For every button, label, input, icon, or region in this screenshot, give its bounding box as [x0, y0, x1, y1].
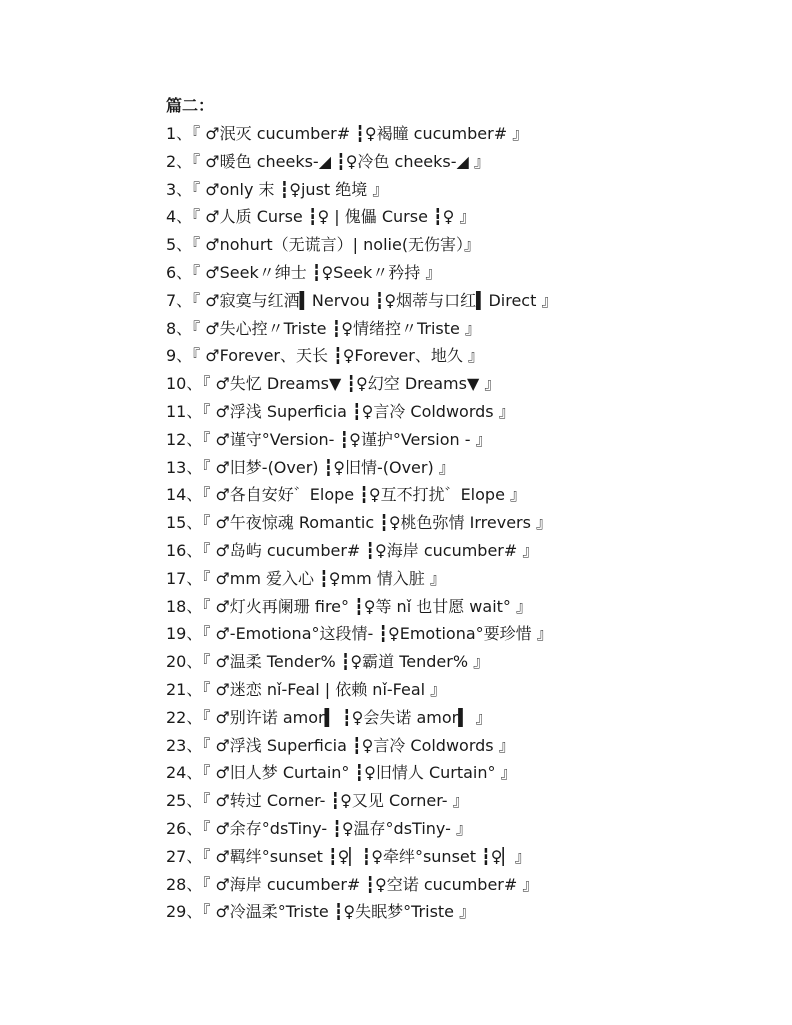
list-item: 19、『 ♂-Emotiona°这段情- ┇♀Emotiona°要珍惜 』	[166, 624, 553, 644]
list-item: 5、『 ♂nohurt（无谎言）| nolie(无伤害）』	[166, 235, 481, 255]
list-item: 10、『 ♂失忆 Dreams▼ ┇♀幻空 Dreams▼ 』	[166, 374, 501, 394]
list-item: 24、『 ♂旧人梦 Curtain° ┇♀旧情人 Curtain° 』	[166, 763, 517, 783]
entry-list	[166, 120, 766, 926]
list-item: 15、『 ♂午夜惊魂 Romantic ┇♀桃色弥情 Irrevers 』	[166, 513, 553, 533]
list-item: 2、『 ♂暖色 cheeks-◢ ┇♀冷色 cheeks-◢ 』	[166, 151, 490, 171]
list-item: 1、『 ♂泯灭 cucumber# ┇♀褐瞳 cucumber# 』	[166, 124, 529, 143]
section-heading: 篇二：	[166, 96, 215, 115]
list-item: 26、『 ♂余存°dsTiny- ┇♀温存°dsTiny- 』	[166, 818, 472, 838]
list-item: 7、『 ♂寂寞与红酒▍Nervou ┇♀烟蒂与口红▍Direct 』	[166, 290, 558, 310]
list-item: 11、『 ♂浮浅 Superficia ┇♀言冷 Coldwords 』	[166, 401, 515, 421]
list-item: 14、『 ♂各自安好゛Elope ┇♀互不打扰゛Elope 』	[166, 485, 527, 505]
list-item: 3、『 ♂only 末 ┇♀just 绝境 』	[166, 179, 389, 199]
list-item: 25、『 ♂转过 Corner- ┇♀又见 Corner- 』	[166, 791, 469, 811]
list-item: 28、『 ♂海岸 cucumber# ┇♀空诺 cucumber# 』	[166, 874, 539, 894]
list-item: 13、『 ♂旧梦-(Over) ┇♀旧情-(Over) 』	[166, 457, 455, 477]
list-item: 16、『 ♂岛屿 cucumber# ┇♀海岸 cucumber# 』	[166, 540, 539, 560]
list-item: 21、『 ♂迷恋 nǐ-Feal | 依赖 nǐ-Feal 』	[166, 679, 447, 699]
list-item: 20、『 ♂温柔 Tender% ┇♀霸道 Tender% 』	[166, 652, 490, 672]
list-item: 29、『 ♂冷温柔°Triste ┇♀失眠梦°Triste 』	[166, 902, 476, 922]
list-item: 12、『 ♂谨守°Version- ┇♀谨护°Version - 』	[166, 429, 492, 449]
list-item: 23、『 ♂浮浅 Superficia ┇♀言冷 Coldwords 』	[166, 735, 515, 755]
list-item: 27、『 ♂羁绊°sunset ┇♀▏┇♀牵绊°sunset ┇♀▏』	[166, 846, 531, 866]
list-item: 8、『 ♂失心控〃Triste ┇♀情绪控〃Triste 』	[166, 318, 481, 338]
list-item: 22、『 ♂别许诺 amor▍ ┇♀会失诺 amor▍ 』	[166, 707, 492, 727]
list-item: 17、『 ♂mm 爱入心 ┇♀mm 情入脏 』	[166, 568, 446, 588]
list-item: 4、『 ♂人质 Curse ┇♀ | 傀儡 Curse ┇♀ 』	[166, 207, 476, 227]
list-item: 6、『 ♂Seek〃绅士 ┇♀Seek〃矜持 』	[166, 262, 442, 282]
list-item: 18、『 ♂灯火再阑珊 fire° ┇♀等 nǐ 也甘愿 wait° 』	[166, 596, 533, 616]
list-item: 9、『 ♂Forever、天长 ┇♀Forever、地久 』	[166, 346, 484, 366]
